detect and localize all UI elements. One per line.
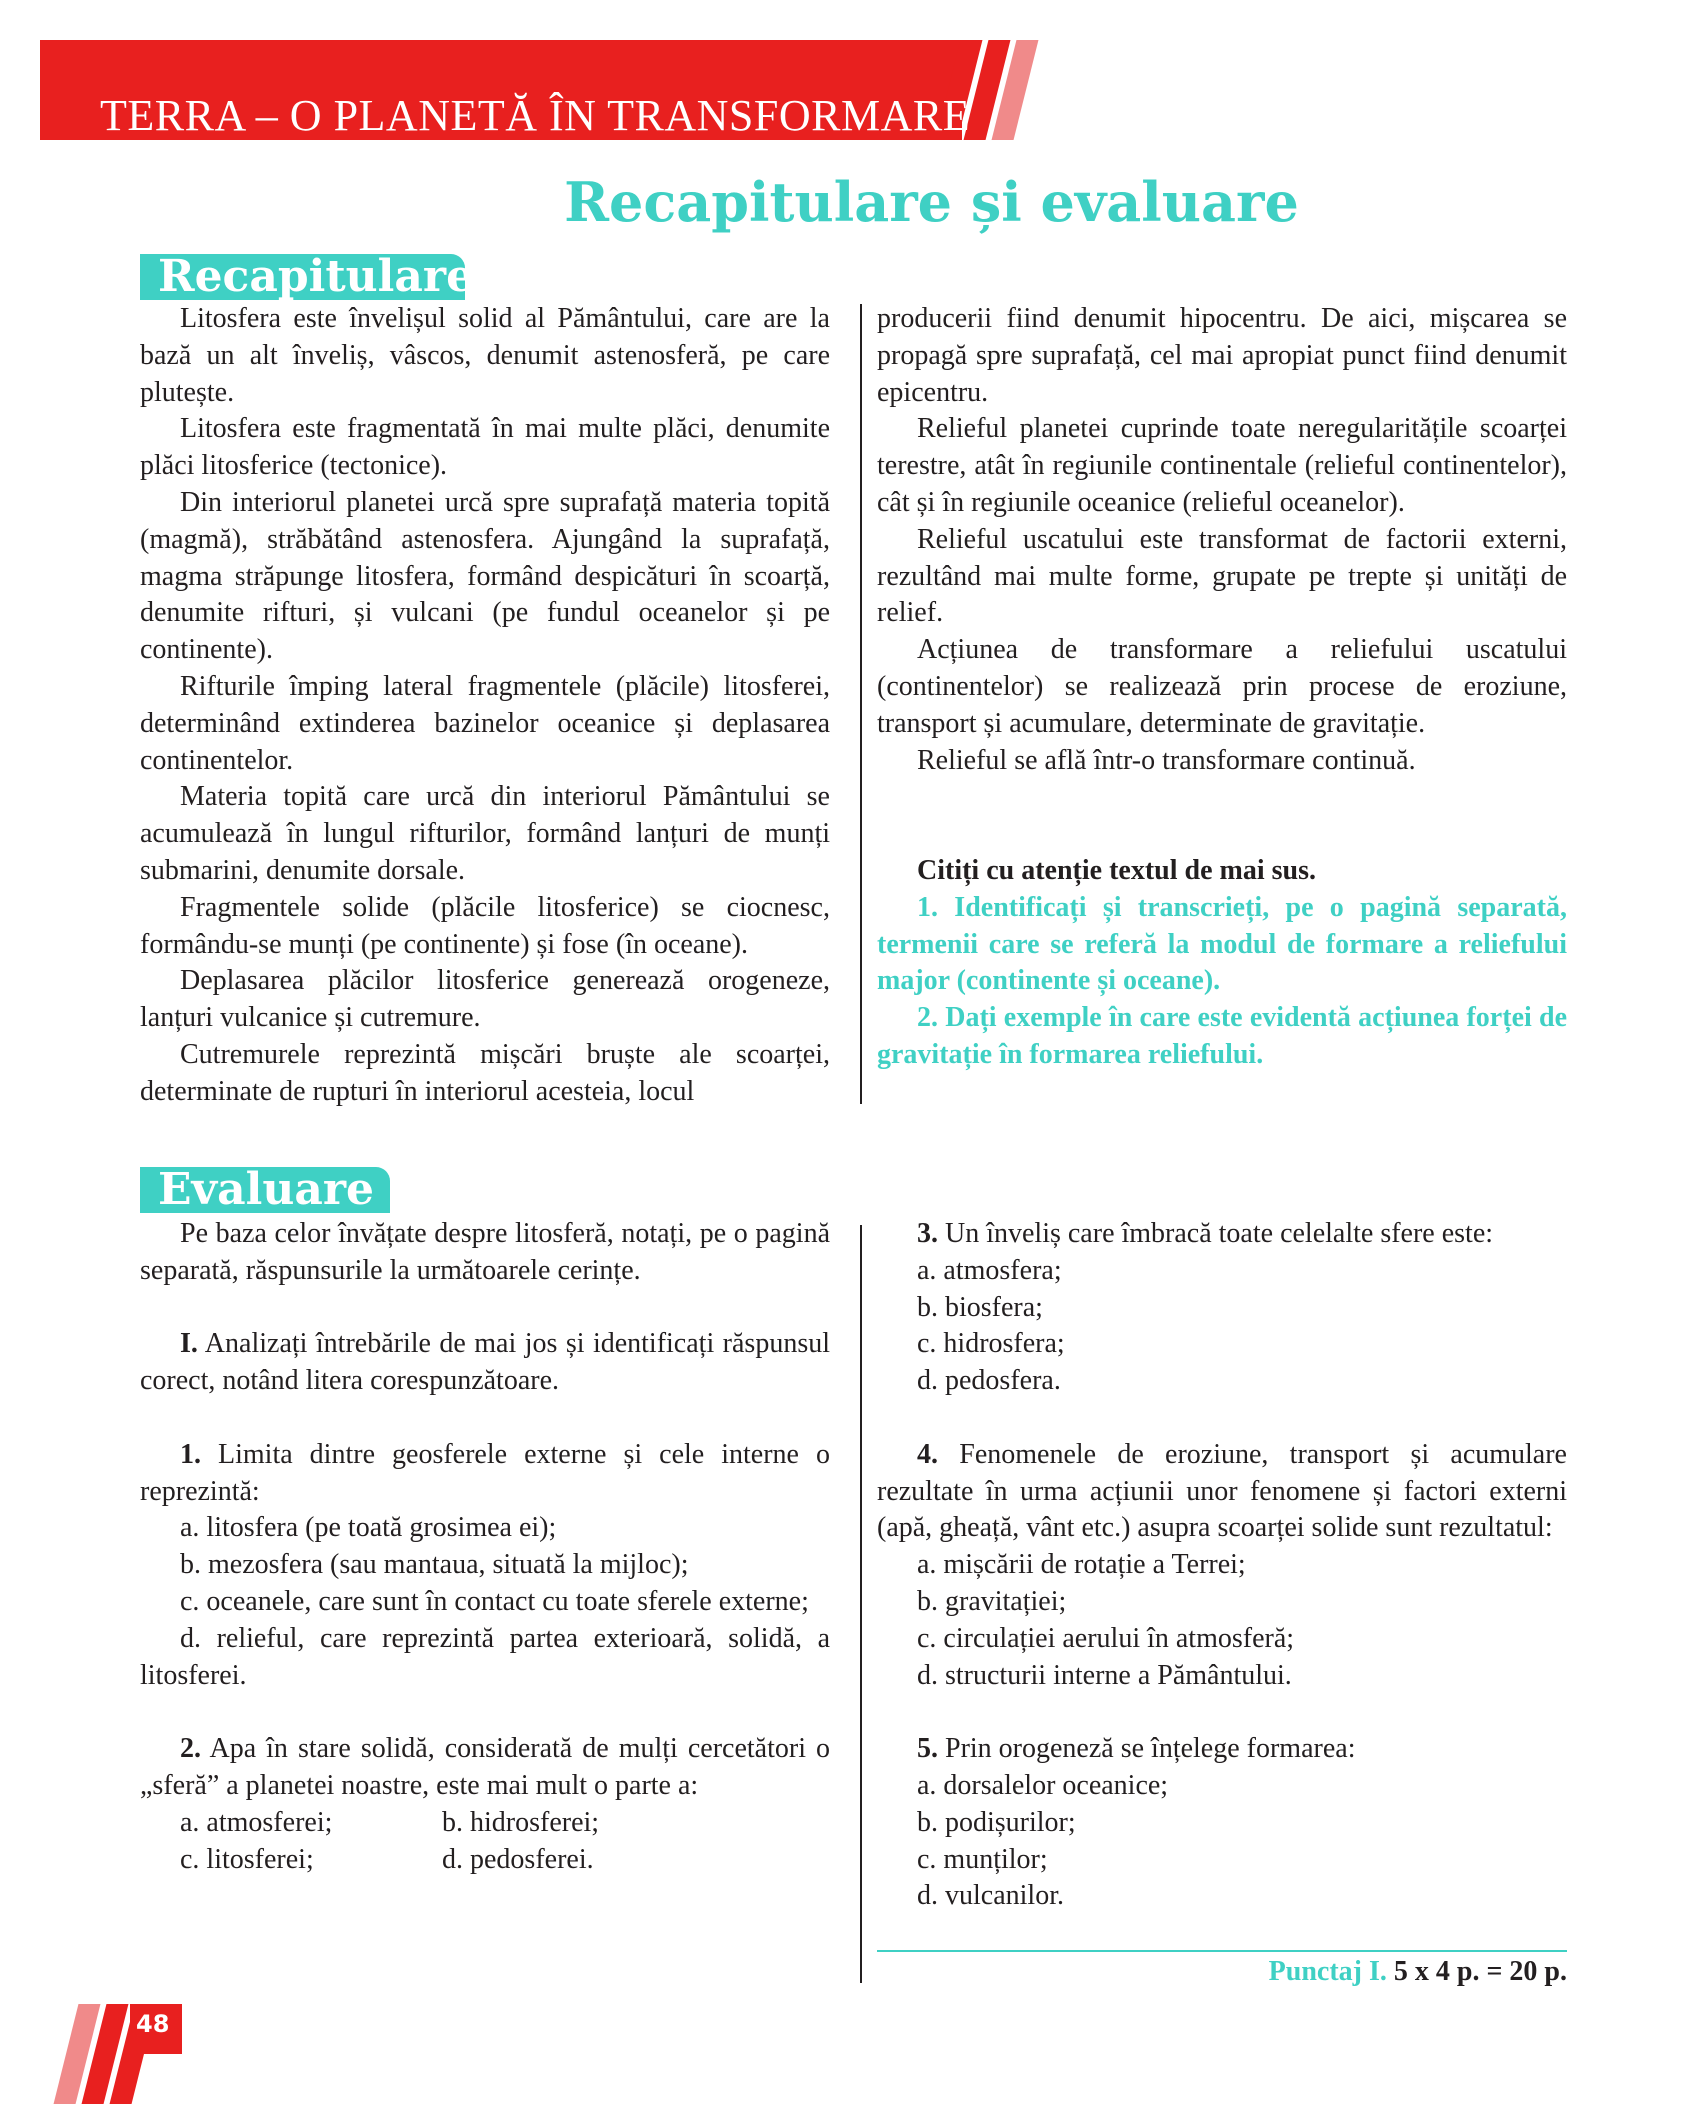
task-item: 1. Identificați și transcrieți, pe o pagină separată, termenii care se referă la modul de formare a reliefului major (continente și oceane).: [877, 891, 1567, 997]
eval-left-column: [140, 1216, 830, 1878]
task-item: 2. Dați exemple în care este evidentă acțiunea forței de gravitație în formarea reliefului.: [877, 1002, 1567, 1070]
question-text: Fenomenele de eroziune, transport și acumulare rezultate în urma acțiunii unor fenomene și factori externi (apă, gheață, vânt etc.) asupra scoarței solide sunt rezultatul:: [877, 1438, 1567, 1544]
option: a. atmosfera;: [917, 1254, 1062, 1286]
question-number: 3.: [917, 1218, 938, 1249]
recap-paragraph: Fragmentele solide (plăcile litosferice) se ciocnesc, formându-se munți (pe continente) și fose (în oceane).: [140, 891, 830, 960]
option: a. dorsalelor oceanice;: [917, 1769, 1169, 1801]
score-label: Punctaj I.: [1268, 1956, 1387, 1987]
recap-paragraph: Litosfera este fragmentată în mai multe plăci, denumite plăci litosferice (tectonice).: [140, 413, 830, 482]
option: d. vulcanilor.: [917, 1880, 1064, 1912]
option: b. hidrosferei;: [442, 1806, 600, 1838]
question-5: [877, 1731, 1567, 1768]
recap-paragraph: Relieful uscatului este transformat de factorii externi, rezultând mai multe forme, grupate pe trepte și unități de relief.: [877, 523, 1567, 629]
recap-paragraph: Acțiunea de transformare a reliefului uscatului (continentelor) se realizează prin procese de eroziune, transport și acumulare, determinate de gravitație.: [877, 634, 1567, 739]
option: b. biosfera;: [917, 1291, 1043, 1323]
question-number: 4.: [917, 1438, 938, 1470]
option: a. atmosferei;: [180, 1806, 333, 1838]
option: b. gravitației;: [917, 1585, 1067, 1617]
options-row: [140, 1805, 830, 1842]
task-intro: Citiți cu atenție textul de mai sus.: [917, 854, 1316, 886]
option: c. hidrosfera;: [917, 1328, 1065, 1360]
option: d. pedosfera.: [917, 1365, 1061, 1397]
spacer: [877, 816, 1567, 853]
score-divider: [877, 1950, 1567, 1952]
part-label: I.: [180, 1328, 198, 1360]
recap-paragraph: Materia topită care urcă din interiorul Pământului se acumulează în lungul rifturilor, formând lanțuri de munți submarini, denumite dorsale.: [140, 781, 830, 886]
score-value: 5 x 4 p. = 20 p.: [1386, 1956, 1567, 1987]
question-text: Apa în stare solidă, considerată de mulți cercetători o „sferă” a planetei noastre, este mai mult o parte a:: [140, 1733, 830, 1801]
option: b. podișurilor;: [917, 1806, 1076, 1838]
option: c. circulației aerului în atmosferă;: [917, 1622, 1295, 1654]
option: d. structurii interne a Pământului.: [917, 1659, 1292, 1691]
question-number: 5.: [917, 1733, 938, 1765]
options-row: [140, 1842, 830, 1879]
recap-paragraph: Cutremurele reprezintă mișcări bruște ale scoarței, determinate de rupturi în interiorul acesteia, locul: [140, 1038, 830, 1107]
option: a. litosfera (pe toată grosimea ei);: [180, 1512, 557, 1544]
column-divider: [860, 1225, 862, 1983]
score-line: [877, 1954, 1567, 1991]
eval-intro: Pe baza celor învățate despre litosferă, notați, pe o pagină separată, răspunsurile la următoarele cerințe.: [140, 1218, 830, 1286]
spacer: [140, 1400, 830, 1437]
option: c. litosferei;: [180, 1843, 314, 1875]
recap-right-column: [877, 301, 1567, 1074]
spacer: [140, 1694, 830, 1731]
option: d. relieful, care reprezintă partea exterioară, solidă, a litosferei.: [140, 1622, 830, 1691]
page-title: Recapitulare și evaluare: [564, 170, 1299, 234]
recap-paragraph: producerii fiind denumit hipocentru. De aici, mișcarea se propagă spre suprafață, cel mai apropiat punct fiind denumit epicentru.: [877, 303, 1567, 408]
spacer: [140, 1290, 830, 1327]
column-divider: [860, 304, 862, 1104]
recap-paragraph: Litosfera este învelișul solid al Pământului, care are la bază un alt înveliș, vâscos, denumit astenosferă, pe care plutește.: [140, 303, 830, 408]
recap-paragraph: Deplasarea plăcilor litosferice generează orogeneze, lanțuri vulcanice și cutremure.: [140, 965, 830, 1034]
option: b. mezosfera (sau mantaua, situată la mijloc);: [180, 1549, 689, 1581]
question-2: [140, 1731, 830, 1805]
section-heading-recap: Recapitulare: [140, 254, 465, 300]
option: c. oceanele, care sunt în contact cu toate sferele externe;: [180, 1585, 809, 1617]
option: d. pedosferei.: [442, 1843, 594, 1875]
question-number: 2.: [180, 1733, 201, 1765]
recap-paragraph: Relieful planetei cuprinde toate neregularitățile scoarței terestre, atât în regiunile continentale (relieful continentelor), cât și în regiunile oceanice (relieful oceanelor).: [877, 413, 1567, 518]
eval-right-column: [877, 1216, 1567, 1915]
question-text: Limita dintre geosferele externe și cele interne o reprezintă:: [140, 1438, 830, 1507]
chapter-title: TERRA – O PLANETĂ ÎN TRANSFORMARE: [100, 91, 971, 140]
spacer: [877, 779, 1567, 816]
part-instruction: [140, 1326, 830, 1400]
recap-left-column: [140, 301, 830, 1111]
recap-paragraph: Relieful se află într-o transformare continuă.: [917, 744, 1416, 776]
spacer: [877, 1400, 1567, 1437]
question-3: [877, 1216, 1567, 1253]
question-1: [140, 1437, 830, 1511]
question-number: 1.: [180, 1438, 201, 1470]
page-number: 48: [136, 2010, 170, 2038]
question-4: [877, 1437, 1567, 1547]
option: a. mișcării de rotație a Terrei;: [917, 1549, 1246, 1581]
part-text: Analizați întrebările de mai jos și identificați răspunsul corect, notând litera corespunzătoare.: [140, 1328, 830, 1397]
question-text: Prin orogeneză se înțelege formarea:: [938, 1733, 1356, 1765]
option: c. munților;: [917, 1843, 1048, 1875]
recap-paragraph: Rifturile împing lateral fragmentele (plăcile) litosferei, determinând extinderea bazinelor oceanice și deplasarea continentelor.: [140, 670, 830, 776]
spacer: [877, 1694, 1567, 1731]
question-text: Un înveliș care îmbracă toate celelalte sfere este:: [938, 1218, 1494, 1249]
section-heading-eval: Evaluare: [140, 1167, 390, 1213]
recap-paragraph: Din interiorul planetei urcă spre suprafață materia topită (magmă), străbătând astenosfera. Ajungând la suprafață, magma străpunge litosfera, formând despicături în scoarță, denumite rifturi, și vulcani (pe fundul oceanelor și pe continente).: [140, 486, 830, 666]
